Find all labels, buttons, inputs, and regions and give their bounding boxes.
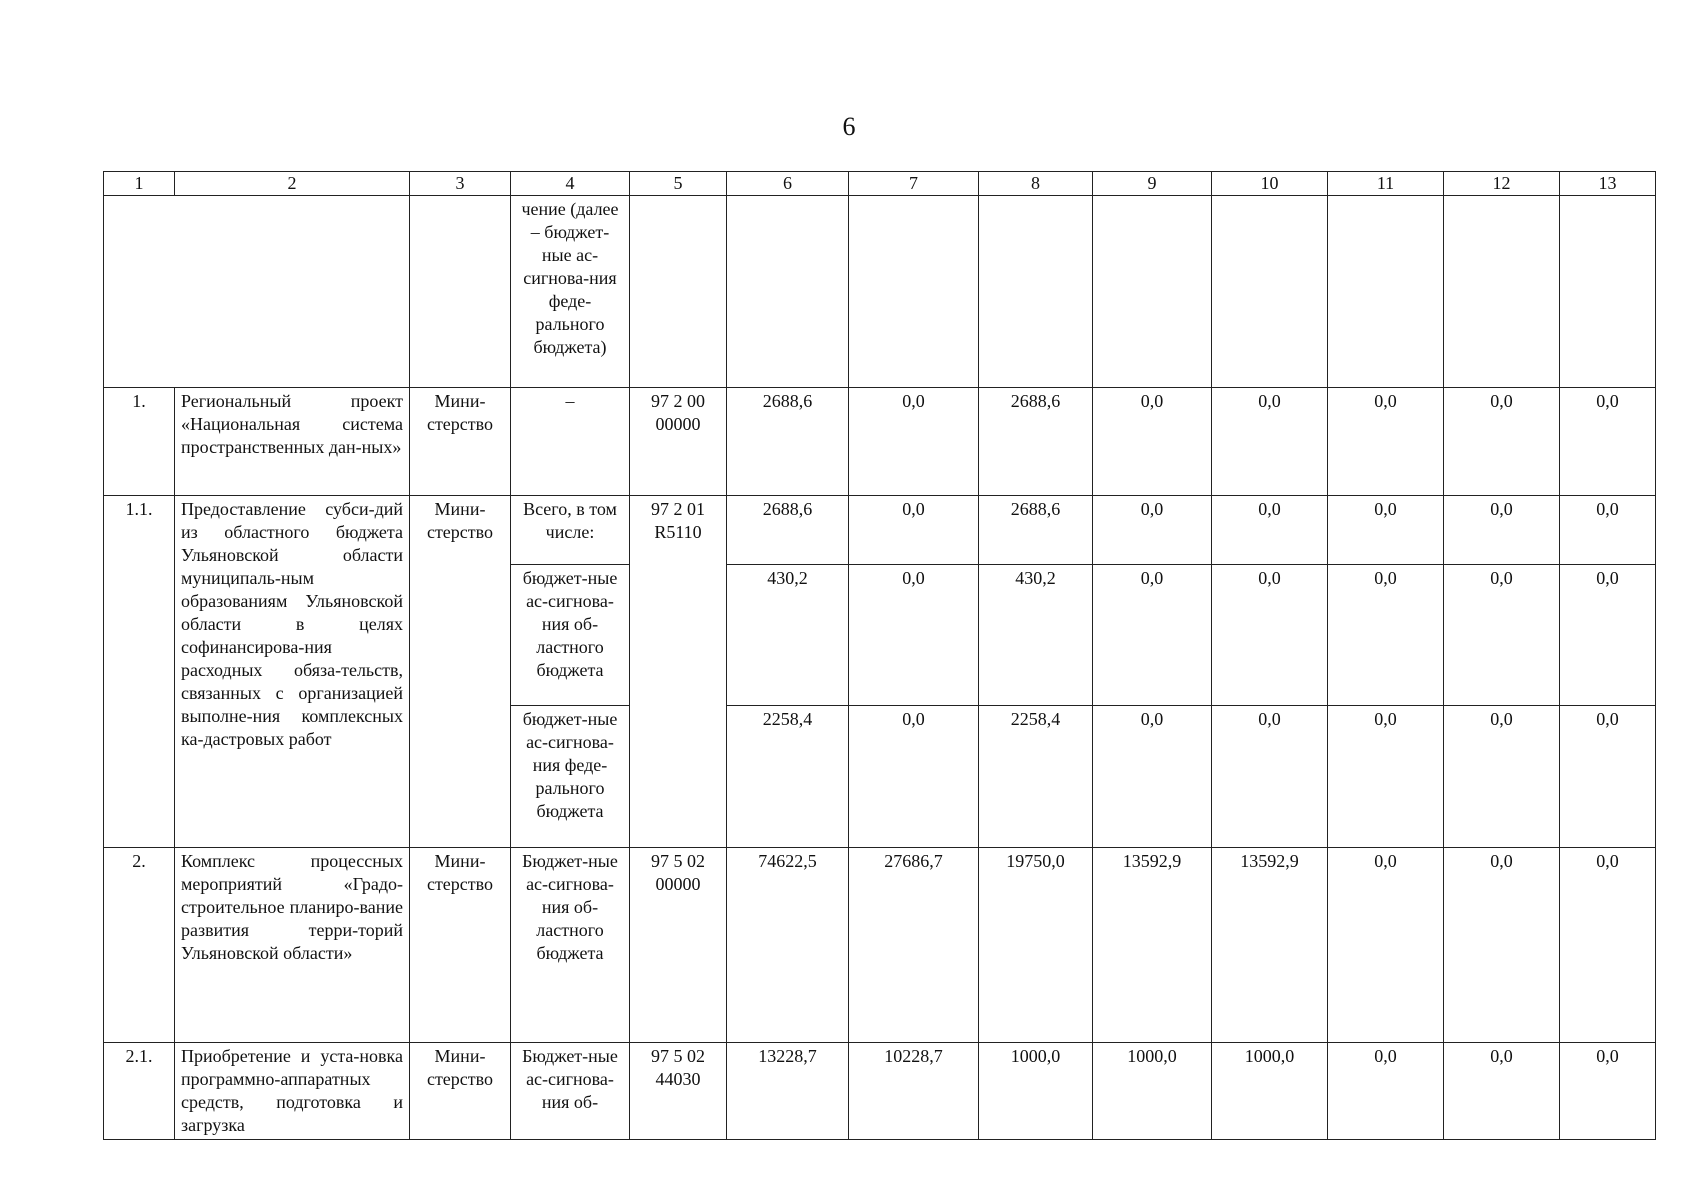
row-number: 1.1.: [104, 496, 175, 848]
value-cell: 0,0: [1560, 848, 1656, 1043]
row-number: 1.: [104, 388, 175, 496]
value-cell: [1444, 196, 1560, 388]
value-cell: 13228,7: [727, 1043, 849, 1140]
column-header: 13: [1560, 172, 1656, 196]
row-org: Мини-стерство: [410, 388, 511, 496]
value-cell: 0,0: [1444, 1043, 1560, 1140]
value-cell: 13592,9: [1093, 848, 1212, 1043]
value-cell: 74622,5: [727, 848, 849, 1043]
column-header: 8: [979, 172, 1093, 196]
row-source: Бюджет-ные ас-сигнова-ния об-ластного бюджета: [511, 848, 630, 1043]
value-cell: 0,0: [1093, 388, 1212, 496]
value-cell: 0,0: [1560, 388, 1656, 496]
value-cell: 430,2: [979, 565, 1093, 706]
value-cell: 0,0: [1444, 496, 1560, 565]
row-name: Комплекс процессных мероприятий «Градо-строительное планиро-вание развития терри-торий Ульяновской области»: [175, 848, 410, 1043]
column-header: 1: [104, 172, 175, 196]
value-cell: 0,0: [1444, 706, 1560, 848]
value-cell: 0,0: [1093, 706, 1212, 848]
value-cell: 0,0: [1212, 496, 1328, 565]
value-cell: 2688,6: [979, 496, 1093, 565]
column-header: 6: [727, 172, 849, 196]
row-name: Предоставление субси-дий из областного бюджета Ульяновской области муниципаль-ным образованиям Ульяновской области в целях софинансирова-ния расходных обяза-тельств, связанных с организацией выполне-ния комплексных ка-дастровых работ: [175, 496, 410, 848]
value-cell: 0,0: [849, 388, 979, 496]
table-row: [104, 1043, 1656, 1140]
value-cell: 0,0: [1444, 388, 1560, 496]
row-code: 97 2 00 00000: [630, 388, 727, 496]
row-source: Бюджет-ные ас-сигнова-ния об-: [511, 1043, 630, 1140]
value-cell: 19750,0: [979, 848, 1093, 1043]
value-cell: 0,0: [1328, 496, 1444, 565]
column-header: 7: [849, 172, 979, 196]
value-cell: 2688,6: [727, 496, 849, 565]
table-row: [104, 848, 1656, 1043]
row-name: Приобретение и уста-новка программно-аппаратных средств, подготовка и загрузка: [175, 1043, 410, 1140]
row-name-cell: [104, 196, 410, 388]
value-cell: 0,0: [1212, 388, 1328, 496]
value-cell: [1212, 196, 1328, 388]
row-code: 97 5 02 00000: [630, 848, 727, 1043]
page-number: 6: [842, 112, 856, 141]
value-cell: 0,0: [849, 496, 979, 565]
value-cell: 0,0: [1328, 706, 1444, 848]
row-source: бюджет-ные ас-сигнова-ния об-ластного бюджета: [511, 565, 630, 706]
row-source: –: [511, 388, 630, 496]
value-cell: 0,0: [1444, 565, 1560, 706]
value-cell: [727, 196, 849, 388]
value-cell: 0,0: [1093, 496, 1212, 565]
row-org: Мини-стерство: [410, 848, 511, 1043]
column-header: 12: [1444, 172, 1560, 196]
value-cell: 0,0: [1212, 565, 1328, 706]
value-cell: 10228,7: [849, 1043, 979, 1140]
value-cell: 2258,4: [979, 706, 1093, 848]
value-cell: 0,0: [1560, 706, 1656, 848]
column-header: 11: [1328, 172, 1444, 196]
row-code: 97 5 02 44030: [630, 1043, 727, 1140]
value-cell: 0,0: [1328, 1043, 1444, 1140]
row-org: Мини-стерство: [410, 496, 511, 848]
column-header: 2: [175, 172, 410, 196]
row-code-cell: [630, 196, 727, 388]
value-cell: 27686,7: [849, 848, 979, 1043]
value-cell: 0,0: [1444, 848, 1560, 1043]
value-cell: [1560, 196, 1656, 388]
row-name: Региональный проект «Национальная система пространственных дан-ных»: [175, 388, 410, 496]
row-org-cell: [410, 196, 511, 388]
column-header: 9: [1093, 172, 1212, 196]
table-row: [104, 388, 1656, 496]
value-cell: 0,0: [1560, 496, 1656, 565]
column-header: 10: [1212, 172, 1328, 196]
value-cell: 2688,6: [727, 388, 849, 496]
value-cell: 0,0: [849, 706, 979, 848]
value-cell: 0,0: [849, 565, 979, 706]
column-header: 3: [410, 172, 511, 196]
column-number-row: [104, 172, 1656, 196]
value-cell: 0,0: [1328, 848, 1444, 1043]
row-number: 2.: [104, 848, 175, 1043]
column-header: 5: [630, 172, 727, 196]
value-cell: 0,0: [1328, 388, 1444, 496]
value-cell: 1000,0: [979, 1043, 1093, 1140]
value-cell: 2258,4: [727, 706, 849, 848]
row-source-cell: чение (далее – бюджет-ные ас-сигнова-ния феде-рального бюджета): [511, 196, 630, 388]
row-number: 2.1.: [104, 1043, 175, 1140]
row-code: 97 2 01 R5110: [630, 496, 727, 848]
value-cell: 0,0: [1328, 565, 1444, 706]
row-source: Всего, в том числе:: [511, 496, 630, 565]
value-cell: 0,0: [1560, 565, 1656, 706]
value-cell: 0,0: [1212, 706, 1328, 848]
value-cell: [849, 196, 979, 388]
value-cell: [1328, 196, 1444, 388]
table-row: [104, 196, 1656, 388]
value-cell: [1093, 196, 1212, 388]
column-header: 4: [511, 172, 630, 196]
value-cell: 430,2: [727, 565, 849, 706]
value-cell: 13592,9: [1212, 848, 1328, 1043]
value-cell: 1000,0: [1093, 1043, 1212, 1140]
value-cell: 1000,0: [1212, 1043, 1328, 1140]
value-cell: 2688,6: [979, 388, 1093, 496]
row-org: Мини-стерство: [410, 1043, 511, 1140]
value-cell: [979, 196, 1093, 388]
value-cell: 0,0: [1560, 1043, 1656, 1140]
row-source: бюджет-ные ас-сигнова-ния феде-рального бюджета: [511, 706, 630, 848]
table-row: [104, 496, 1656, 565]
value-cell: 0,0: [1093, 565, 1212, 706]
budget-table: [103, 171, 1656, 1140]
